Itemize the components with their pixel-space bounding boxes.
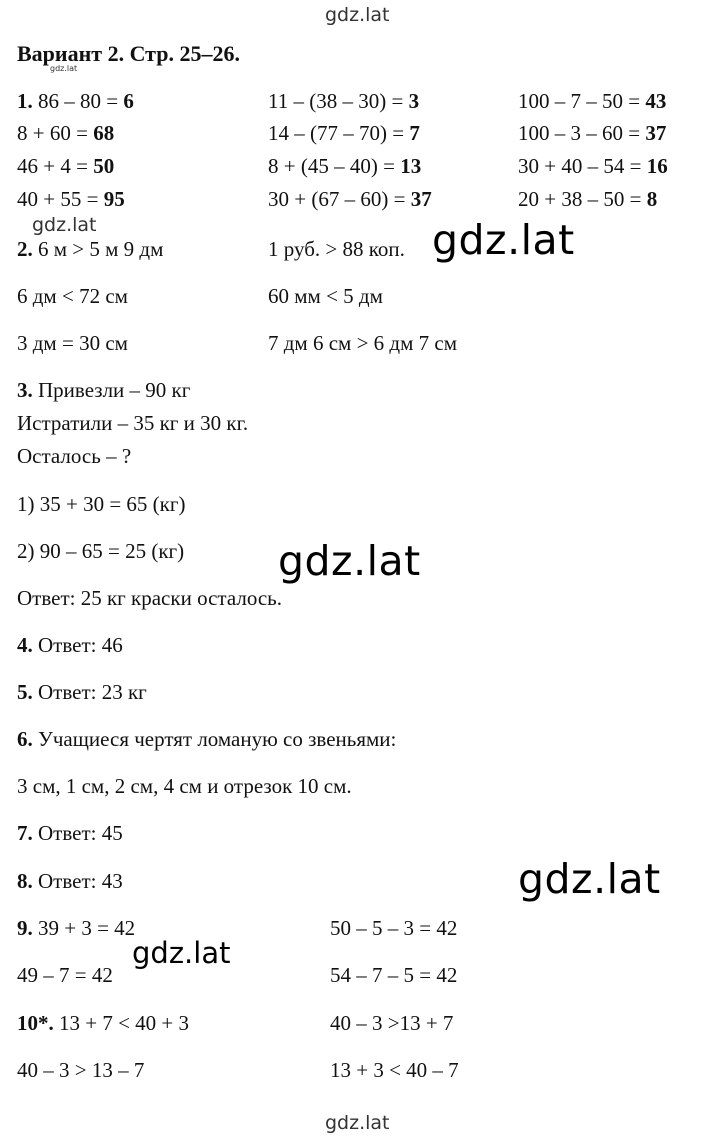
task2-cell: 6 дм < 72 см <box>17 284 128 308</box>
task8-text: Ответ: 43 <box>38 869 123 893</box>
task6-line: 3 см, 1 см, 2 см, 4 см и отрезок 10 см. <box>17 774 352 798</box>
watermark-mid-small: gdz.lat <box>32 214 97 236</box>
task1-row-1 <box>17 89 134 113</box>
task6-number: 6. <box>17 727 33 751</box>
task1-expr: 30 + 40 – 54 = <box>518 154 647 178</box>
task2-cell: 1 руб. > 88 коп. <box>268 237 405 261</box>
task6-text: Учащиеся чертят ломаную со звеньями: <box>38 727 397 751</box>
task1-expr: 40 + 55 = <box>17 187 104 211</box>
task1-expr: 100 – 3 – 60 = <box>518 121 646 145</box>
task7-text: Ответ: 45 <box>38 821 123 845</box>
watermark-bottom: gdz.lat <box>325 1112 390 1134</box>
task2-cell: 7 дм 6 см > 6 дм 7 см <box>268 331 458 355</box>
task2-number: 2. <box>17 237 33 261</box>
task6-line <box>17 727 396 751</box>
task10-number: 10*. <box>17 1011 54 1035</box>
task1-answer: 8 <box>646 187 658 211</box>
task1-answer: 6 <box>123 89 134 113</box>
task2-expr: 6 м > 5 м 9 дм <box>38 237 164 261</box>
task9-cell: 50 – 5 – 3 = 42 <box>330 916 458 940</box>
task1-answer: 95 <box>103 187 125 211</box>
task3-step: 1) 35 + 30 = 65 (кг) <box>17 492 186 516</box>
task5-number: 5. <box>17 680 33 704</box>
task3-line <box>17 378 190 402</box>
task1-expr: 14 – (77 – 70) = <box>268 121 410 145</box>
watermark-tiny: gdz.lat <box>50 64 78 73</box>
task1-answer: 68 <box>93 121 115 145</box>
task10-expr: 13 + 7 < 40 + 3 <box>59 1011 190 1035</box>
task1-answer: 50 <box>93 154 115 178</box>
page-title: Вариант 2. Стр. 25–26. <box>17 41 240 66</box>
task1-answer: 37 <box>410 187 432 211</box>
task3-number: 3. <box>17 378 33 402</box>
task1-expr: 11 – (38 – 30) = <box>268 89 409 113</box>
task1-expr: 20 + 38 – 50 = <box>518 187 647 211</box>
task1-cell <box>518 121 666 145</box>
task1-cell <box>17 187 125 211</box>
task4-text: Ответ: 46 <box>38 633 123 657</box>
task1-answer: 16 <box>646 154 668 178</box>
task2-cell <box>17 237 163 261</box>
task4-number: 4. <box>17 633 33 657</box>
task1-cell <box>268 121 420 145</box>
task3-step: 2) 90 – 65 = 25 (кг) <box>17 539 185 563</box>
task1-cell <box>17 154 114 178</box>
task2-cell: 60 мм < 5 дм <box>268 284 383 308</box>
task5-text: Ответ: 23 кг <box>38 680 147 704</box>
task10-cell <box>17 1011 189 1035</box>
task1-answer: 13 <box>400 154 422 178</box>
task10-cell: 40 – 3 > 13 – 7 <box>17 1058 145 1082</box>
task3-text: Привезли – 90 кг <box>38 378 191 402</box>
task9-number: 9. <box>17 916 33 940</box>
task1-expr: 46 + 4 = <box>17 154 94 178</box>
watermark-top: gdz.lat <box>325 4 390 26</box>
task10-cell: 13 + 3 < 40 – 7 <box>330 1058 459 1082</box>
task1-answer: 43 <box>645 89 667 113</box>
task7-number: 7. <box>17 821 33 845</box>
task1-number: 1. <box>17 89 33 113</box>
task1-cell <box>518 154 668 178</box>
task8-number: 8. <box>17 869 33 893</box>
task1-answer: 3 <box>408 89 420 113</box>
task3-answer: Ответ: 25 кг краски осталось. <box>17 586 283 610</box>
watermark-mid-large-1: gdz.lat <box>432 216 575 264</box>
task8-line <box>17 869 123 893</box>
task1-expr: 30 + (67 – 60) = <box>268 187 411 211</box>
watermark-mid-medium: gdz.lat <box>132 936 231 970</box>
task5-line <box>17 680 147 704</box>
task9-expr: 39 + 3 = 42 <box>38 916 136 940</box>
task9-cell <box>17 916 135 940</box>
task1-cell <box>518 187 657 211</box>
task1-cell <box>518 89 666 113</box>
watermark-mid-large-2: gdz.lat <box>278 537 421 585</box>
task1-cell <box>17 121 114 145</box>
task4-line <box>17 633 123 657</box>
task1-cell <box>268 89 419 113</box>
task1-expr: 86 – 80 = <box>38 89 124 113</box>
task9-cell: 49 – 7 = 42 <box>17 963 113 987</box>
task1-cell <box>268 154 421 178</box>
task2-cell: 3 дм = 30 см <box>17 331 128 355</box>
task3-line: Осталось – ? <box>17 444 132 468</box>
task1-expr: 8 + 60 = <box>17 121 94 145</box>
task9-cell: 54 – 7 – 5 = 42 <box>330 963 458 987</box>
task3-line: Истратили – 35 кг и 30 кг. <box>17 411 249 435</box>
task7-line <box>17 821 123 845</box>
task1-answer: 7 <box>409 121 420 145</box>
task1-cell <box>268 187 432 211</box>
task1-expr: 8 + (45 – 40) = <box>268 154 401 178</box>
task10-cell: 40 – 3 >13 + 7 <box>330 1011 454 1035</box>
watermark-right-large: gdz.lat <box>518 855 661 903</box>
task1-expr: 100 – 7 – 50 = <box>518 89 646 113</box>
task1-answer: 37 <box>645 121 667 145</box>
